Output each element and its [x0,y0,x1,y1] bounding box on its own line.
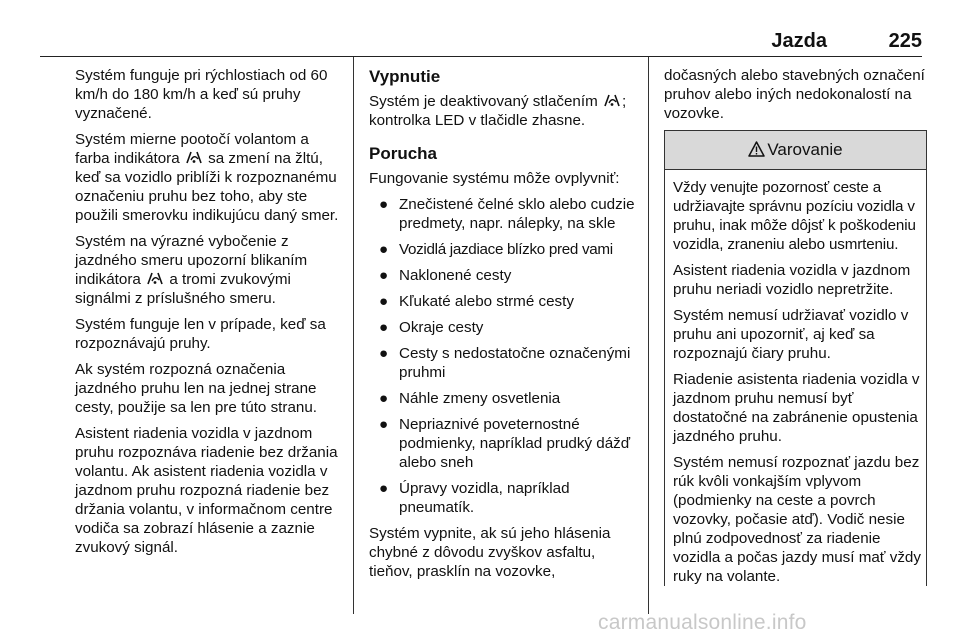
paragraph [369,92,639,130]
bullet: ● [379,293,389,310]
column-divider [648,57,649,614]
list-item: ● Úpravy vozidla, napríklad pneumatík. [379,480,570,516]
page-header [40,26,922,57]
paragraph: Asistent riadenia vozidla v jazdnom pruhu rozpoznáva riadenie bez držania volantu. Ak asistent riadenia vozidla v jazdnom pruhu rozpozná riadenie bez držania volantu, v informačnom centre vodiča sa zobrazí hlásenie a zaznie zvukový signál. [75,425,338,556]
paragraph: dočasných alebo stavebných označení pruhov alebo iných nedokonalostí na vozovke. [664,67,925,122]
lane-keep-assist-icon [604,94,620,107]
column-1 [75,66,347,564]
text: sa zmení na žltú, keď sa vozidlo priblíži k rozpoznanému označeniu pruhu bez toho, aby ste použili smerovku indikujúcu daný smer. [75,150,339,224]
text: a tromi zvukovými signálmi z príslušného smeru. [75,271,291,307]
bullet: ● [379,196,389,213]
heading-vypnutie: Vypnutie [369,67,441,86]
list-item: ● Znečistené čelné sklo alebo cudzie predmety, napr. nálepky, na skle [379,196,635,232]
paragraph: Ak systém rozpozná označenia jazdného pruhu len na jednej strane cesty, použije sa len pre túto stranu. [75,361,318,416]
warning-body [665,170,926,586]
bullet-list [369,195,639,517]
page-number: 225 [888,30,922,52]
column-3 [664,66,926,593]
list-item: ● Nepriaznivé poveternostné podmienky, napríklad prudký dážď alebo sneh [379,416,631,471]
list-item: ● Okraje cesty [379,319,484,336]
bullet: ● [379,319,389,336]
bullet: ● [379,416,389,433]
list-item: ● Cesty s nedostatočne označenými pruhmi [379,345,631,381]
paragraph [75,232,347,308]
paragraph [75,130,347,225]
heading-porucha: Porucha [369,144,438,163]
paragraph: Systém nemusí udržiavať vozidlo v pruhu ani upozorniť, aj keď sa rozpoznajú čiary pruhu. [673,307,909,362]
list-item: ● Náhle zmeny osvetlenia [379,390,561,407]
paragraph: Systém funguje pri rýchlostiach od 60 km/h do 180 km/h a keď sú pruhy vyznačené. [75,67,328,122]
bullet: ● [379,480,389,497]
list-item: ● Naklonené cesty [379,267,512,284]
paragraph: Systém funguje len v prípade, keď sa rozpoznávajú pruhy. [75,316,326,352]
lane-keep-assist-icon [147,272,163,285]
text: Systém je deaktivovaný stlačením [369,93,598,110]
text: ; kontrolka LED v tlačidle zhasne. [369,93,627,129]
text: Systém mierne pootočí volantom a farba indikátora [75,131,309,167]
bullet: ● [379,241,389,258]
column-divider [353,57,354,614]
paragraph: Asistent riadenia vozidla v jazdnom pruhu neriadi vozidlo nepretržite. [673,262,911,298]
warning-box [664,130,927,586]
paragraph: Systém vypnite, ak sú jeho hlásenia chybné z dôvodu zvyškov asfaltu, tieňov, prasklín na vozovke, [369,525,611,580]
bullet: ● [379,267,389,284]
list-item: ● Vozidlá jazdiace blízko pred vami [379,241,613,258]
paragraph: Vždy venujte pozornosť ceste a udržiavajte správnu pozíciu vozidla v pruhu, inak môže dôjsť k poškodeniu vozidla, zraneniu alebo usmrteniu. [673,179,916,253]
warning-title-text: Varovanie [767,140,843,159]
column-2 [369,66,639,588]
paragraph: Systém nemusí rozpoznať jazdu bez rúk kvôli vonkajším vplyvom (podmienky na ceste a povrch vozovky, počasie atď). Vodič nesie plnú zodpovednosť za riadenie vozidla a počas jazdy musí mať vždy ruky na volante. [673,454,921,585]
paragraph: Riadenie asistenta riadenia vozidla v jazdnom pruhu nemusí byť dostatočné na zabránenie opustenia jazdného pruhu. [673,371,920,445]
lane-keep-assist-icon [186,151,202,164]
text: Systém na výrazné vybočenie z jazdného smeru upozorní blikaním indikátora [75,233,308,288]
list-item: ● Kľukaté alebo strmé cesty [379,293,574,310]
warning-triangle-icon [748,141,765,157]
warning-title [665,130,926,170]
paragraph: Fungovanie systému môže ovplyvniť: [369,170,620,187]
bullet: ● [379,345,389,362]
watermark: carmanualsonline.info [598,611,807,634]
bullet: ● [379,390,389,407]
section-title: Jazda [771,30,827,52]
